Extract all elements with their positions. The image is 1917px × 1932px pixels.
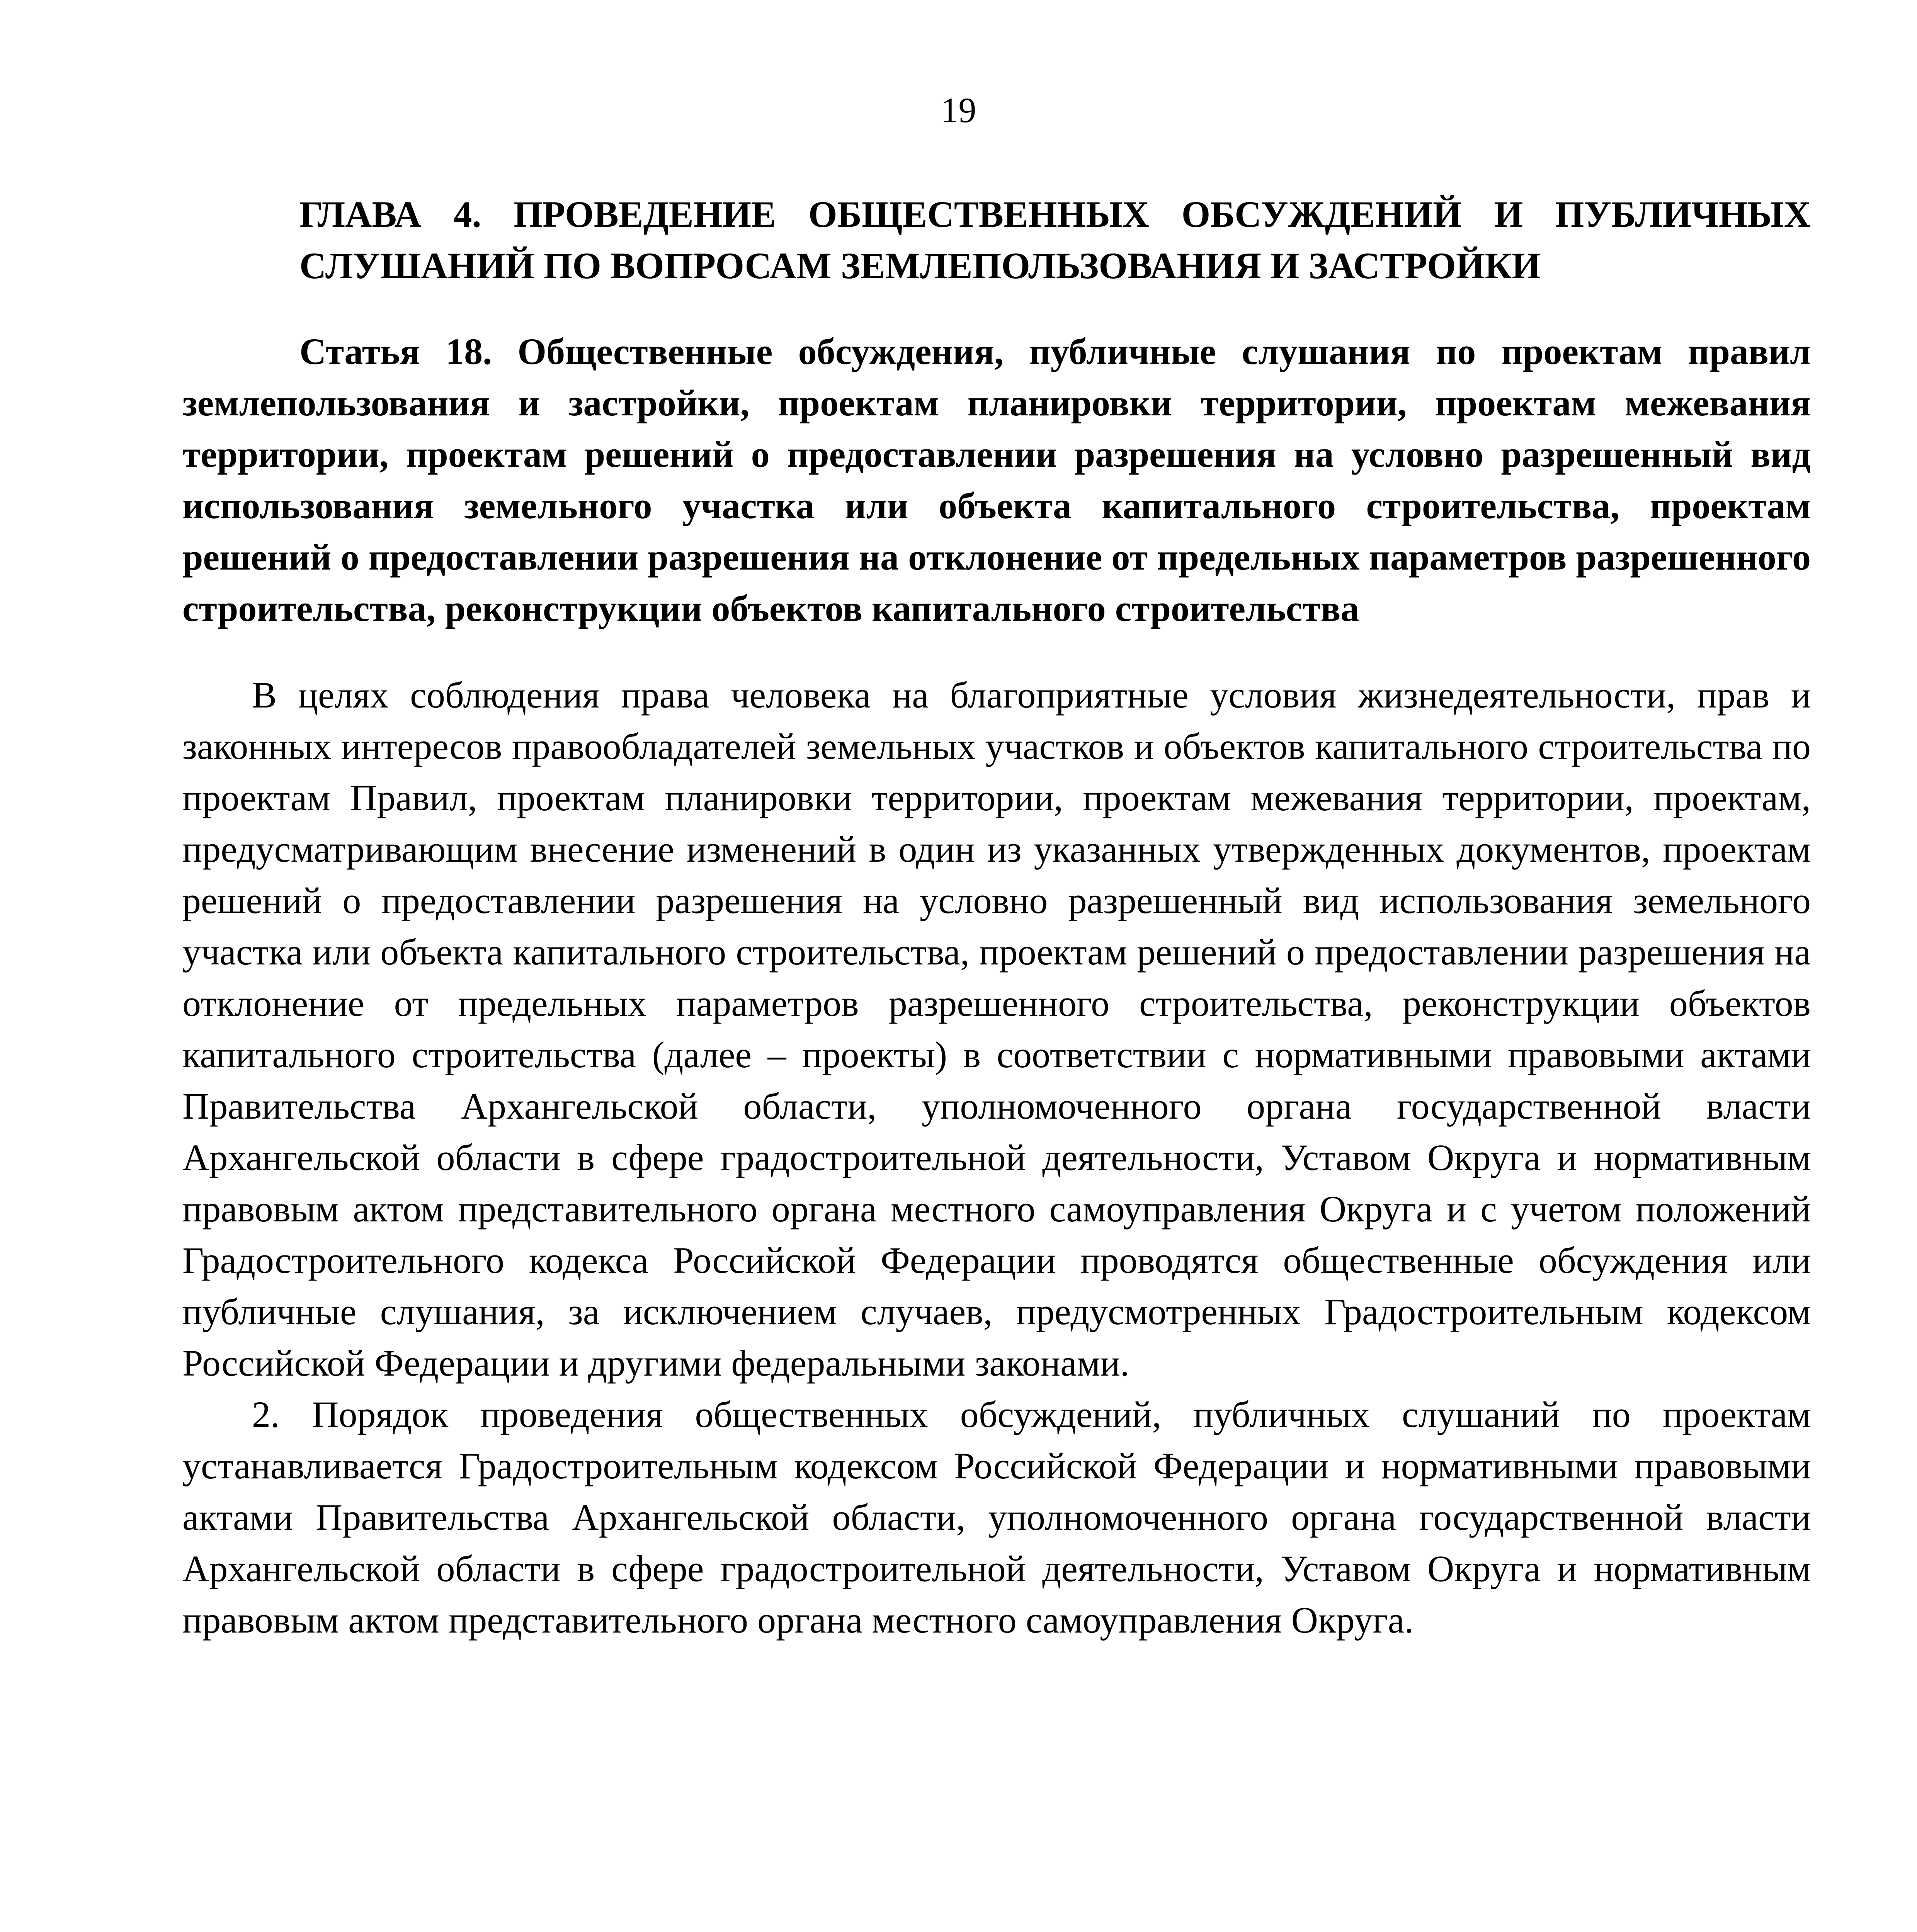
article-body: [182, 669, 1811, 1646]
page-number: 19: [941, 90, 976, 130]
paragraph-2: 2. Порядок проведения общественных обсуждений, публичных слушаний по проектам устанавливается Градостроительным кодексом Российской Федерации и нормативными правовыми актами Правительства Архангельской области, уполномоченного органа государственной власти Архангельской области в сфере градостроительной деятельности, Уставом Округа и нормативным правовым актом представительного органа местного самоуправления Округа.: [182, 1394, 1811, 1641]
article-title: Статья 18. Общественные обсуждения, публичные слушания по проектам правил землепользования и застройки, проектам планировки территории, проектам межевания территории, проектам решений о предоставлении разрешения на условно разрешенный вид использования земельного участка или объекта капитального строительства, проектам решений о предоставлении разрешения на отклонение от предельных параметров разрешенного строительства, реконструкции объектов капитального строительства: [182, 331, 1811, 629]
chapter-title: ГЛАВА 4. ПРОВЕДЕНИЕ ОБЩЕСТВЕННЫХ ОБСУЖДЕНИЙ И ПУБЛИЧНЫХ СЛУШАНИЙ ПО ВОПРОСАМ ЗЕМЛЕПОЛЬЗОВАНИЯ И ЗАСТРОЙКИ: [299, 194, 1811, 286]
paragraph-1: В целях соблюдения права человека на благоприятные условия жизнедеятельности, прав и законных интересов правообладателей земельных участков и объектов капитального строительства по проектам Правил, проектам планировки территории, проектам межевания территории, проектам, предусматривающим внесение изменений в один из указанных утвержденных документов, проектам решений о предоставлении разрешения на условно разрешенный вид использования земельного участка или объекта капитального строительства, проектам решений о предоставлении разрешения на отклонение от предельных параметров разрешенного строительства, реконструкции объектов капитального строительства (далее – проекты) в соответствии с нормативными правовыми актами Правительства Архангельской области, уполномоченного органа государственной власти Архангельской области в сфере градостроительной деятельности, Уставом Округа и нормативным правовым актом представительного органа местного самоуправления Округа и с учетом положений Градостроительного кодекса Российской Федерации проводятся общественные обсуждения или публичные слушания, за исключением случаев, предусмотренных Градостроительным кодексом Российской Федерации и другими федеральными законами.: [182, 674, 1811, 1384]
